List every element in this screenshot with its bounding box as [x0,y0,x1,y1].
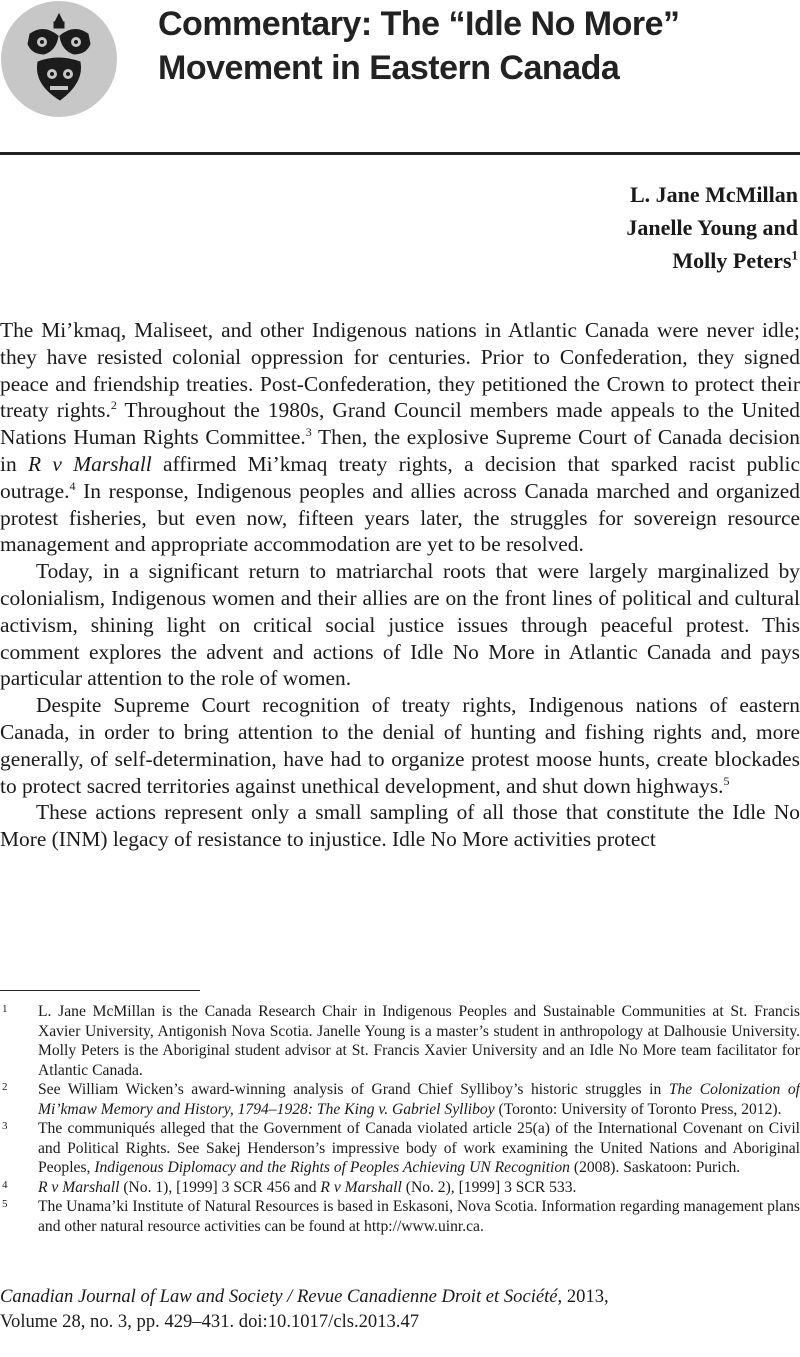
author-block [626,178,798,277]
footnote-number: 1 [2,1003,8,1015]
article-title: Commentary: The “Idle No More” Movement in Eastern Canada [158,5,680,87]
footnote-number: 2 [2,1081,8,1093]
footnote: 2 See William Wicken’s award-winning analysis of Grand Chief Sylliboy’s historic struggles in The Colonization of Mi’kmaw Memory and History, 1794–1928: The King v. Gabriel Sylliboy (Toronto: University of Toronto Press, 2012). [0,1080,800,1119]
journal-emblem-icon [0,0,118,118]
footnote-number: 4 [2,1178,8,1191]
footnote-ref[interactable]: 3 [305,425,312,440]
footnote: 5 The Unama’ki Institute of Natural Resources is based in Eskasoni, Nova Scotia. Information regarding management plans and other natural resource activities can be found at http://www.uinr.ca. [0,1197,800,1236]
paragraph: Today, in a significant return to matriarchal roots that were largely marginalized by colonialism, Indigenous women and their allies are on the front lines of political and cultural activism, shining light on critical social justice issues through peaceful protest. This comment explores the advent and actions of Idle No More in Atlantic Canada and pays particular attention to the role of women. [0,559,800,691]
footnote-number: 3 [2,1120,8,1132]
journal-citation: Canadian Journal of Law and Society / Revue Canadienne Droit et Société, 2013, Volume 28, no. 3, pp. 429–431. doi:10.1017/cls.2013.47 [0,1285,800,1334]
footnote: 1 L. Jane McMillan is the Canada Research Chair in Indigenous Peoples and Sustainable Communities at St. Francis Xavier University, Antigonish Nova Scotia. Janelle Young is a master’s student in anthropology at Dalhousie University. Molly Peters is the Aboriginal student advisor at St. Francis Xavier University and an Idle No More team facilitator for Atlantic Canada. [0,1002,800,1080]
footnote-divider [0,990,200,991]
footnote: 3 The communiqués alleged that the Government of Canada violated article 25(a) of the International Covenant on Civil and Political Rights. See Sakej Henderson’s impressive body of work examining the United Nations and Aboriginal Peoples, Indigenous Diplomacy and the Rights of Peoples Achieving UN Recognition (2008). Saskatoon: Purich. [0,1119,800,1178]
footnotes [0,1002,800,1236]
footnote-number: 5 [2,1198,8,1210]
case-name: R v Marshall [28,451,152,476]
author-line: L. Jane McMillan [629,182,798,207]
journal-name: Canadian Journal of Law and Society / Revue Canadienne Droit et Société [0,1286,558,1307]
author-name: Molly Peters [672,248,792,273]
footnote-ref[interactable]: 1 [791,247,798,263]
paragraph: The Mi’kmaq, Maliseet, and other Indigenous nations in Atlantic Canada were never idle; they have resisted colonial oppression for centuries. Prior to Confederation, they signed peace and friendship treaties. Post-Confederation, they petitioned the Crown to protect their treaty rights.$^2$ Throughout the 1980s, Grand Council members made appeals to the United Nations Human Rights Committee.$^3$ Then, the explosive Supreme Court of Canada decision in R v Marshall affirmed Mi’kmaq treaty rights, a decision that sparked racist public outrage.$^4$ In response, Indigenous peoples and allies across Canada marched and organized protest fisheries, but even now, fifteen years later, the struggles for sovereign resource management and appropriate accommodation are yet to be resolved. [0,318,800,557]
footnote-ref[interactable]: 2 [110,398,117,413]
footnote: 4 R v Marshall (No. 1), [1999] 3 SCR 456 and R v Marshall (No. 2), [1999] 3 SCR 533. [0,1178,800,1198]
paragraph: These actions represent only a small sampling of all those that constitute the Idle No More (INM) legacy of resistance to injustice. Idle No More activities protect [0,800,800,852]
footnote-ref[interactable]: 5 [723,773,730,788]
article-body [0,317,800,853]
author-line [626,244,798,277]
citation-details: Volume 28, no. 3, pp. 429–431. doi:10.1017/cls.2013.47 [0,1310,420,1332]
author-line: Janelle Young and [626,215,798,240]
paragraph: Despite Supreme Court recognition of treaty rights, Indigenous nations of eastern Canada, in order to bring attention to the denial of hunting and fishing rights and, more generally, of self-determination, have had to organize protest moose hunts, create blockades to protect sacred territories against unethical development, and shut down highways.$^5$ [0,693,800,798]
footnote-ref[interactable]: 4 [69,478,76,493]
title-divider [0,152,800,155]
